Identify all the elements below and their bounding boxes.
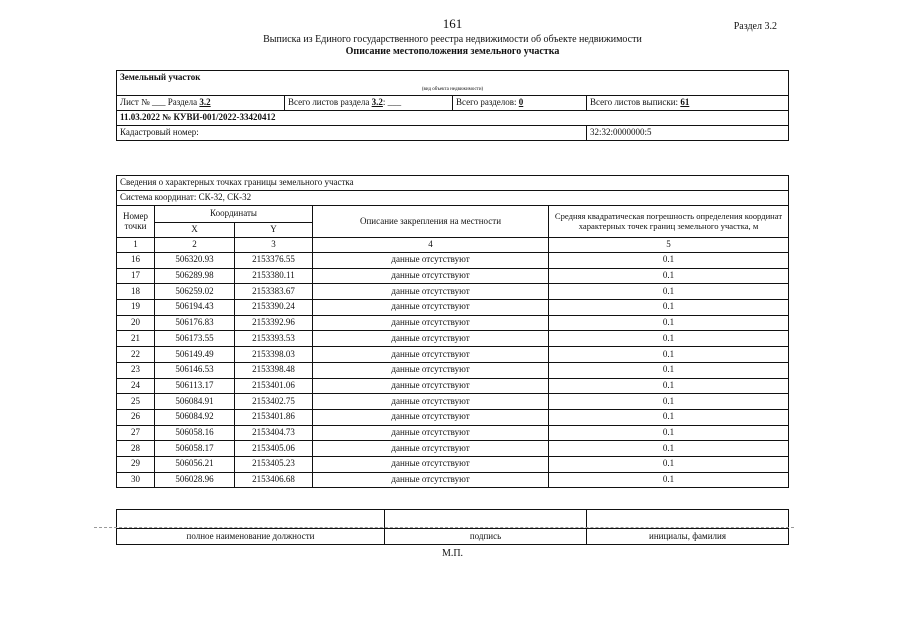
coord-y: 2153398.03 [235,347,313,363]
point-number: 29 [117,456,155,472]
stamp-place: М.П. [441,548,464,559]
points-rows [117,253,789,488]
point-number: 21 [117,331,155,347]
extract-date-number: 11.03.2022 № КУВИ-001/2022-33420412 [117,111,789,126]
section-sheets-value: 3.2 [371,97,383,108]
table-row [117,441,789,457]
point-number: 30 [117,472,155,488]
point-number: 26 [117,409,155,425]
section-of-sheet-label: Раздела [167,97,198,108]
coord-x: 506320.93 [155,253,235,269]
error-value: 0.1 [549,268,789,284]
point-number: 23 [117,362,155,378]
error-value: 0.1 [549,362,789,378]
sheet-cell [117,96,285,111]
fixation-description: данные отсутствуют [313,409,549,425]
col-coordinates: Координаты [155,206,313,223]
page-number: 161 [442,16,463,31]
col-num-2: 2 [155,238,235,253]
col-y: Y [235,223,313,238]
error-value: 0.1 [549,394,789,410]
error-value: 0.1 [549,378,789,394]
coord-x: 506056.21 [155,456,235,472]
coord-y: 2153398.48 [235,362,313,378]
total-sections-label: Всего разделов: [456,97,517,108]
document-subtitle: Выписка из Единого государственного реестра недвижимости об объекте недвижимости [263,34,642,45]
coord-x: 506084.91 [155,394,235,410]
point-number: 19 [117,300,155,316]
table-row [117,347,789,363]
error-value: 0.1 [549,425,789,441]
point-number: 25 [117,394,155,410]
col-num-3: 3 [235,238,313,253]
error-value: 0.1 [549,347,789,363]
total-sheets-cell [587,96,789,111]
table-row [117,331,789,347]
signature-caption: подпись [385,529,587,545]
coord-y: 2153402.75 [235,394,313,410]
coord-x: 506058.16 [155,425,235,441]
fixation-description: данные отсутствуют [313,315,549,331]
section-sheets-cell [285,96,453,111]
coord-y: 2153383.67 [235,284,313,300]
coord-y: 2153404.73 [235,425,313,441]
fixation-description: данные отсутствуют [313,284,549,300]
coord-y: 2153380.11 [235,268,313,284]
col-num-4: 4 [313,238,549,253]
coord-y: 2153406.68 [235,472,313,488]
name-caption: инициалы, фамилия [587,529,789,545]
fixation-description: данные отсутствуют [313,441,549,457]
signature-field [385,510,587,529]
error-value: 0.1 [549,315,789,331]
coord-x: 506259.02 [155,284,235,300]
fixation-description: данные отсутствуют [313,300,549,316]
error-value: 0.1 [549,472,789,488]
col-num-5: 5 [549,238,789,253]
fixation-description: данные отсутствуют [313,347,549,363]
point-number: 22 [117,347,155,363]
total-sheets-label: Всего листов выписки: [590,97,679,108]
coord-y: 2153376.55 [235,253,313,269]
table-row [117,315,789,331]
coord-y: 2153392.96 [235,315,313,331]
col-point-number: Номер точки [117,206,155,238]
object-type-caption: (вид объекта недвижимости) [117,85,789,96]
fixation-description: данные отсутствуют [313,394,549,410]
table-row [117,409,789,425]
table-row [117,300,789,316]
table-row [117,268,789,284]
coord-y: 2153393.53 [235,331,313,347]
object-info-table [116,70,789,141]
section-sheets-label: Всего листов раздела [288,97,370,108]
table-row [117,253,789,269]
table-row [117,362,789,378]
coord-x: 506146.53 [155,362,235,378]
coord-x: 506028.96 [155,472,235,488]
table-row [117,394,789,410]
fixation-description: данные отсутствуют [313,362,549,378]
coord-y: 2153401.06 [235,378,313,394]
error-value: 0.1 [549,441,789,457]
sheet-label: Лист № [120,97,150,108]
fixation-description: данные отсутствуют [313,331,549,347]
table-row [117,456,789,472]
coord-x: 506113.17 [155,378,235,394]
coord-x: 506173.55 [155,331,235,347]
points-caption: Сведения о характерных точках границы земельного участка [117,176,789,191]
fixation-description: данные отсутствуют [313,253,549,269]
total-sheets-value: 61 [680,97,690,108]
coord-y: 2153390.24 [235,300,313,316]
col-error: Средняя квадратическая погрешность определения координат характерных точек границ земельного участка, м [549,206,789,238]
table-row [117,378,789,394]
scan-divider [94,527,794,528]
table-row [117,284,789,300]
fixation-description: данные отсутствуют [313,472,549,488]
coord-x: 506176.83 [155,315,235,331]
coord-y: 2153401.86 [235,409,313,425]
col-num-1: 1 [117,238,155,253]
error-value: 0.1 [549,300,789,316]
fixation-description: данные отсутствуют [313,425,549,441]
point-number: 20 [117,315,155,331]
coord-x: 506149.49 [155,347,235,363]
table-row [117,472,789,488]
coord-x: 506289.98 [155,268,235,284]
point-number: 18 [117,284,155,300]
error-value: 0.1 [549,409,789,425]
coord-x: 506084.92 [155,409,235,425]
coord-y: 2153405.23 [235,456,313,472]
position-field [117,510,385,529]
col-description: Описание закрепления на местности [313,206,549,238]
error-value: 0.1 [549,331,789,347]
coord-y: 2153405.06 [235,441,313,457]
point-number: 28 [117,441,155,457]
point-number: 24 [117,378,155,394]
cadastral-label: Кадастровый номер: [117,126,587,141]
fixation-description: данные отсутствуют [313,456,549,472]
fixation-description: данные отсутствуют [313,268,549,284]
total-sections-value: 0 [518,97,524,108]
section-label: Раздел 3.2 [733,21,777,32]
fixation-description: данные отсутствуют [313,378,549,394]
error-value: 0.1 [549,456,789,472]
total-sections-cell [453,96,587,111]
coordinate-system: Система координат: СК-32, СК-32 [117,191,789,206]
point-number: 27 [117,425,155,441]
error-value: 0.1 [549,284,789,300]
point-number: 17 [117,268,155,284]
cadastral-number: 32:32:0000000:5 [587,126,789,141]
col-x: X [155,223,235,238]
sheet-number: ___ [151,97,166,108]
position-caption: полное наименование должности [117,529,385,545]
error-value: 0.1 [549,253,789,269]
document-title: Описание местоположения земельного участка [345,46,560,57]
table-row [117,425,789,441]
coord-x: 506194.43 [155,300,235,316]
boundary-points-table [116,175,789,488]
coord-x: 506058.17 [155,441,235,457]
point-number: 16 [117,253,155,269]
section-of-sheet-value: 3.2 [199,97,211,108]
section-sheets-suffix: : ___ [382,97,402,108]
object-type: Земельный участок [117,71,789,86]
name-field [587,510,789,529]
